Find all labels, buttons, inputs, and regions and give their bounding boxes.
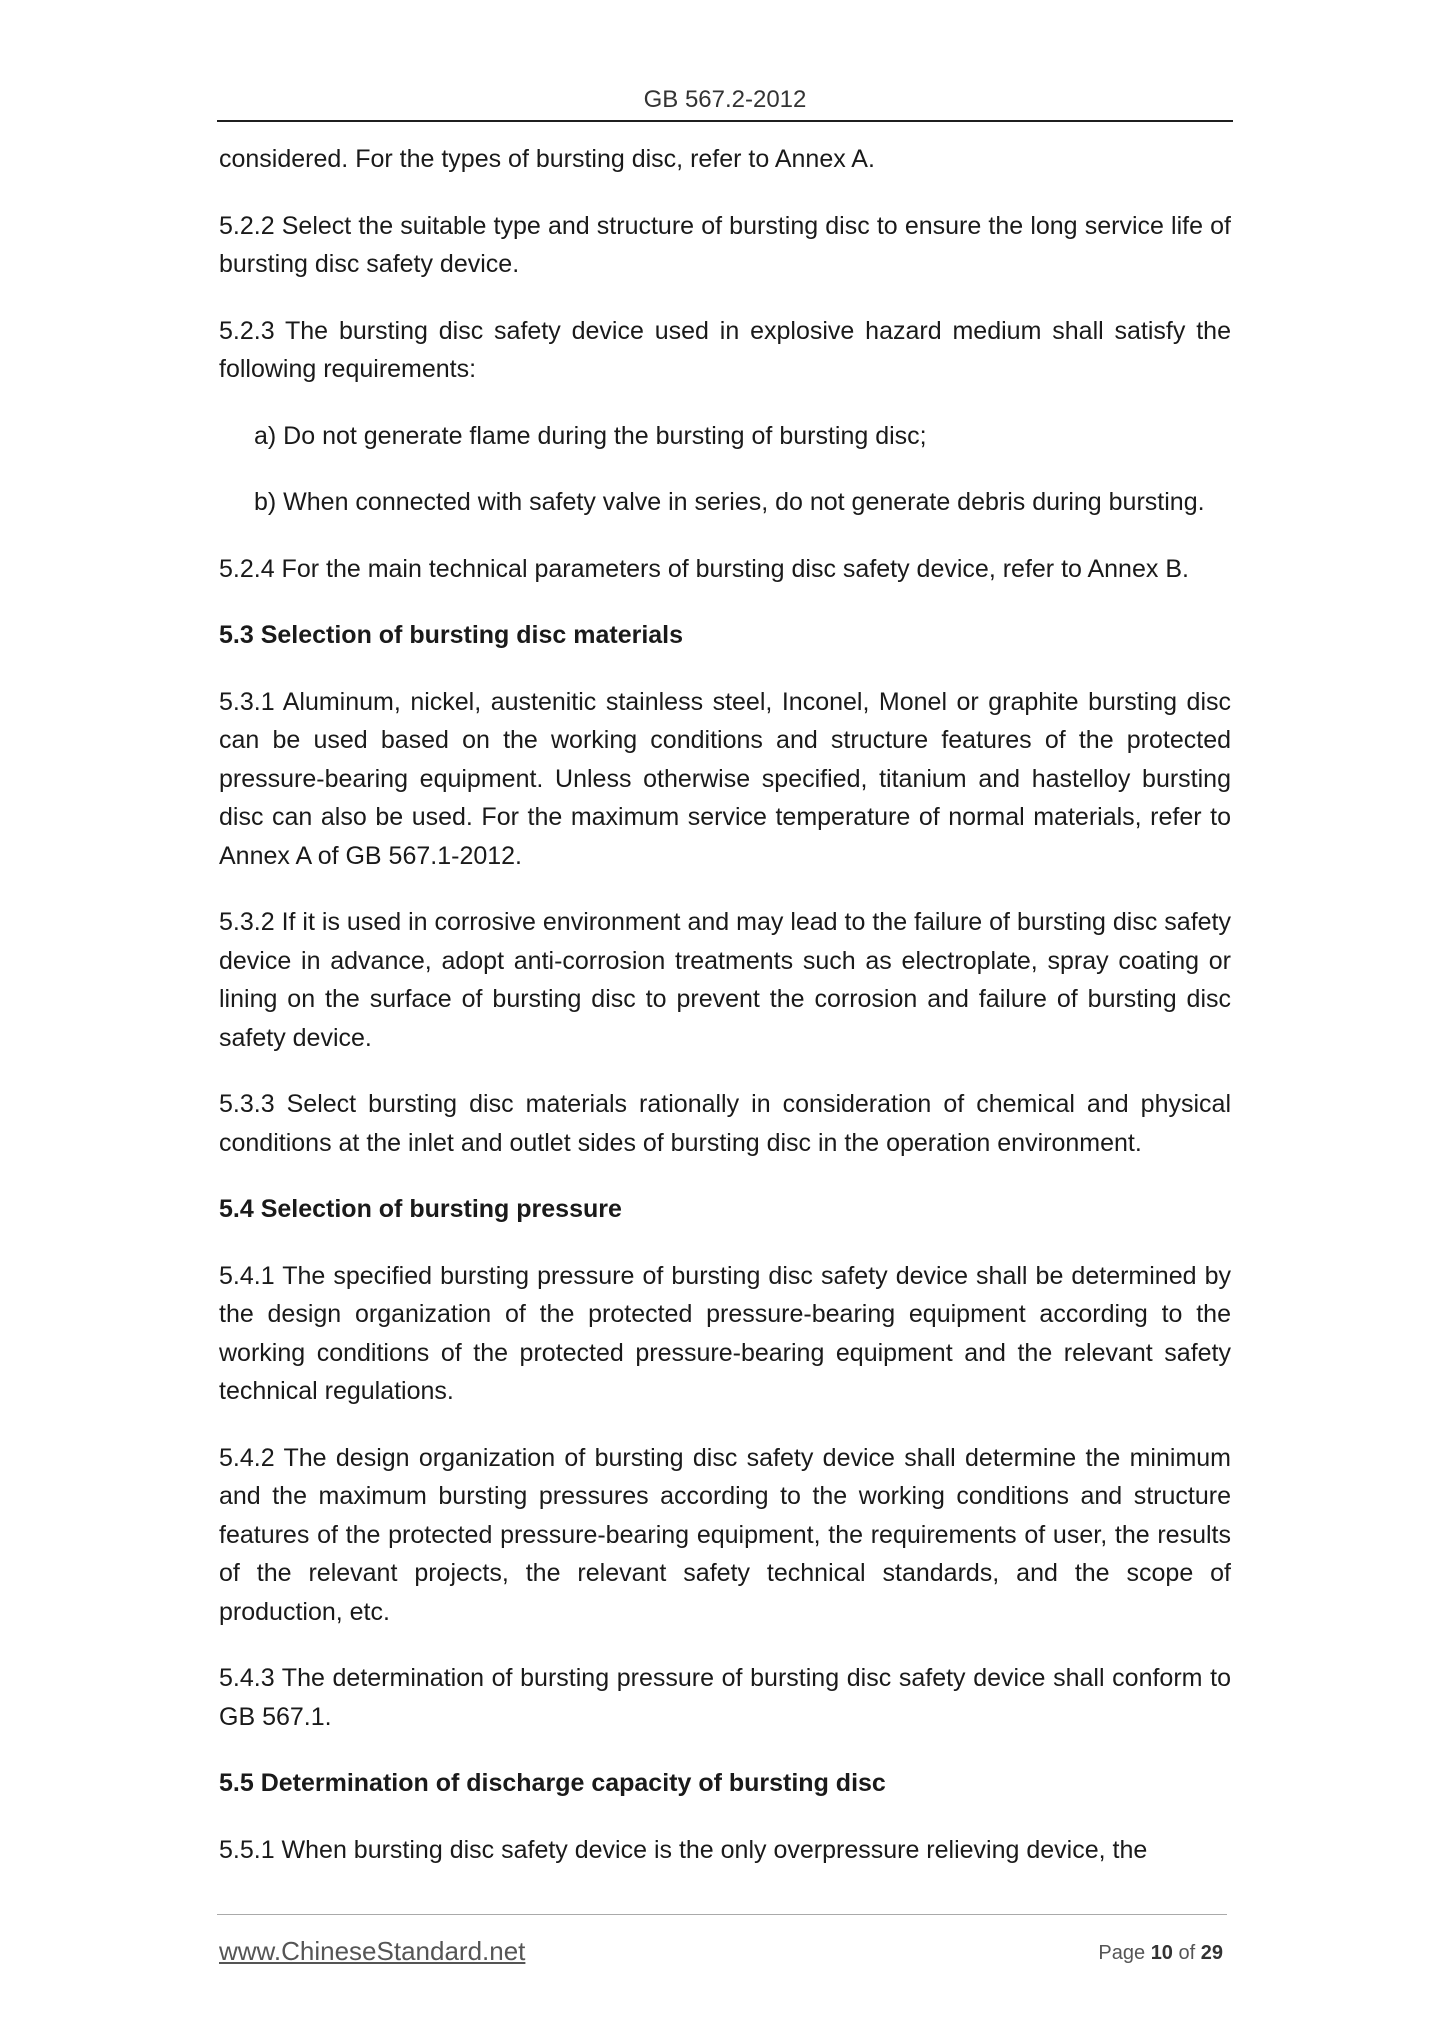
paragraph-5-2-2: 5.2.2 Select the suitable type and structure of bursting disc to ensure the long service life of bursting disc safety device. xyxy=(219,211,1231,278)
paragraph-5-4-2: 5.4.2 The design organization of bursting disc safety device shall determine the minimum and the maximum bursting pressures according to the working conditions and structure features of the protected pressure-bearing equipment, the requirements of user, the results of the relevant projects, the relevant safety technical standards, and the scope of production, etc. xyxy=(219,1443,1231,1626)
paragraph-5-2-4: 5.2.4 For the main technical parameters of bursting disc safety device, refer to Annex B. xyxy=(219,554,1189,583)
paragraph-5-4-3: 5.4.3 The determination of bursting pressure of bursting disc safety device shall conform to GB 567.1. xyxy=(219,1664,1231,1731)
paragraph-5-3-1: 5.3.1 Aluminum, nickel, austenitic stainless steel, Inconel, Monel or graphite bursting disc can be used based on the working conditions and structure features of the protected pressure-bearing equipment. Unless otherwise specified, titanium and hastelloy bursting disc can also be used. For the maximum service temperature of normal materials, refer to Annex A of GB 567.1-2012. xyxy=(219,687,1231,870)
paragraph-5-2-3: 5.2.3 The bursting disc safety device used in explosive hazard medium shall satisfy the following requirements: xyxy=(219,316,1231,383)
paragraph-5-4-1: 5.4.1 The specified bursting pressure of bursting disc safety device shall be determined by the design organization of the protected pressure-bearing equipment according to the working conditions of the protected pressure-bearing equipment and the relevant safety technical regulations. xyxy=(219,1261,1231,1405)
page-indicator xyxy=(1098,1941,1223,1965)
page-total: 29 xyxy=(1200,1942,1223,1964)
document-header-title: GB 567.2-2012 xyxy=(643,86,807,113)
paragraph-5-3-2: 5.3.2 If it is used in corrosive environment and may lead to the failure of bursting disc safety device in advance, adopt anti-corrosion treatments such as electroplate, spray coating or lining on the surface of bursting disc to prevent the corrosion and failure of bursting disc safety device. xyxy=(219,908,1231,1052)
document-body xyxy=(219,140,1231,1897)
footer-website-link[interactable]: www.ChineseStandard.net xyxy=(219,1936,526,1966)
footer-divider xyxy=(217,1914,1227,1915)
paragraph-5-3-3: 5.3.3 Select bursting disc materials rationally in consideration of chemical and physical conditions at the inlet and outlet sides of bursting disc in the operation environment. xyxy=(219,1090,1231,1157)
page-prefix: Page xyxy=(1098,1942,1146,1964)
section-heading-5-4: 5.4 Selection of bursting pressure xyxy=(219,1195,622,1223)
header-divider xyxy=(217,120,1233,122)
list-item-b: b) When connected with safety valve in series, do not generate debris during bursting. xyxy=(254,488,1205,516)
paragraph-continuation: considered. For the types of bursting disc, refer to Annex A. xyxy=(219,145,875,173)
page-current: 10 xyxy=(1150,1942,1173,1964)
list-item-a: a) Do not generate flame during the bursting of bursting disc; xyxy=(254,421,927,450)
section-heading-5-5: 5.5 Determination of discharge capacity of bursting disc xyxy=(219,1769,886,1797)
page-of: of xyxy=(1178,1942,1196,1964)
section-heading-5-3: 5.3 Selection of bursting disc materials xyxy=(219,621,684,649)
paragraph-5-5-1: 5.5.1 When bursting disc safety device is the only overpressure relieving device, the xyxy=(219,1835,1148,1864)
